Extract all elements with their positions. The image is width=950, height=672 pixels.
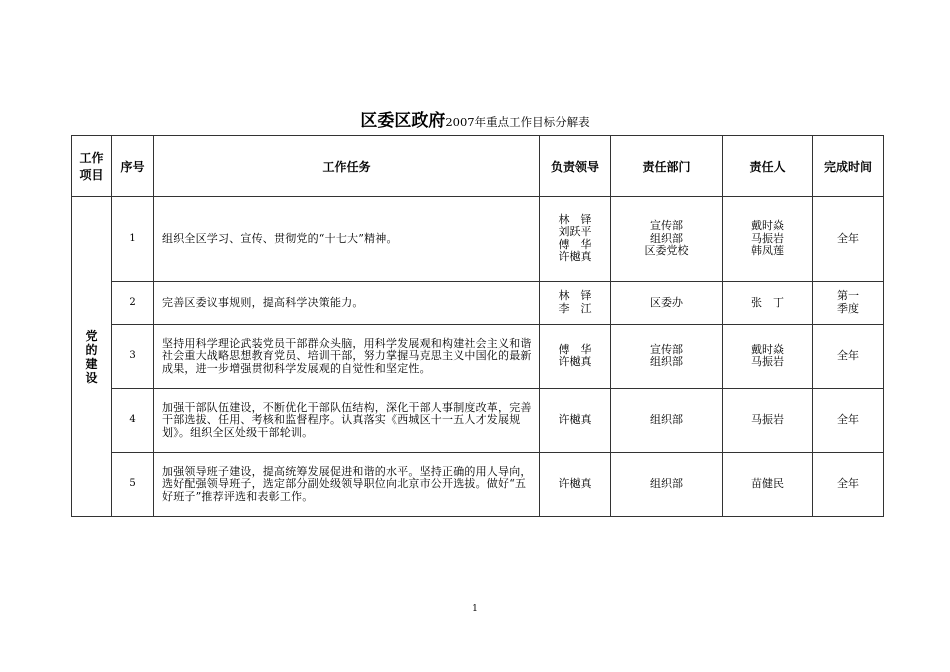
category-char: 建 [85, 356, 98, 371]
title-main: 区委区政府 [360, 111, 446, 131]
category-cell [72, 197, 112, 517]
time-text: 全年 [837, 477, 859, 491]
header-dept: 责任部门 [611, 136, 723, 197]
person-name: 马振岩 [751, 231, 784, 245]
person-name: 张 丁 [751, 295, 784, 309]
person-cell [723, 324, 813, 388]
category-char: 党 [85, 328, 98, 343]
leader-name: 许樾真 [558, 477, 592, 491]
header-category-line-1: 工作 [79, 151, 104, 165]
header-task: 工作任务 [154, 136, 540, 197]
seq-cell: 2 [112, 281, 154, 324]
task-cell: 坚持用科学理论武装党员干部群众头脑，用科学发展观和构建社会主义和谐社会重大战略思想教育党员、培训干部，努力掌握马克思主义中国化的最新成果，进一步增强贯彻科学发展观的自觉性和坚定性。 [154, 324, 540, 388]
time-cell [813, 324, 884, 388]
leader-name: 许樾真 [558, 413, 592, 427]
person-name: 马振岩 [751, 413, 784, 427]
header-row [72, 136, 884, 197]
leader-name: 刘跃平 [558, 225, 592, 239]
task-cell: 组织全区学习、宣传、贯彻党的“十七大”精神。 [154, 197, 540, 282]
person-name: 韩凤莲 [751, 244, 784, 258]
dept-name: 区委党校 [644, 244, 689, 258]
task-cell: 加强干部队伍建设，不断优化干部队伍结构，深化干部人事制度改革，完善干部选拔、任用、考核和监督程序。认真落实《西城区十一五人才发展规划》。组织全区处级干部轮训。 [154, 388, 540, 452]
person-name: 戴时焱 [751, 342, 784, 356]
dept-name: 组织部 [650, 413, 683, 427]
person-cell [723, 281, 813, 324]
table-row [72, 197, 884, 282]
category-char: 的 [85, 342, 98, 357]
person-name: 马振岩 [751, 355, 784, 369]
leader-cell [540, 281, 611, 324]
dept-cell [611, 452, 723, 516]
leader-name: 许樾真 [558, 250, 592, 264]
time-text: 全年 [837, 231, 859, 245]
dept-name: 组织部 [650, 231, 683, 245]
dept-cell [611, 324, 723, 388]
table-row [72, 388, 884, 452]
seq-cell: 1 [112, 197, 154, 282]
person-name: 苗健民 [751, 477, 784, 491]
dept-name: 宣传部 [650, 219, 683, 233]
header-seq: 序号 [112, 136, 154, 197]
time-cell [813, 281, 884, 324]
person-cell [723, 388, 813, 452]
leader-cell [540, 388, 611, 452]
header-category-line-2: 项目 [79, 168, 104, 182]
title-sub: 2007年重点工作目标分解表 [445, 115, 590, 129]
leader-name: 傅 华 [558, 342, 592, 356]
seq-cell: 4 [112, 388, 154, 452]
category-char: 设 [85, 370, 98, 385]
leader-cell [540, 197, 611, 282]
page-number: 1 [472, 604, 478, 614]
seq-cell: 5 [112, 452, 154, 516]
dept-cell [611, 281, 723, 324]
person-cell [723, 197, 813, 282]
leader-cell [540, 452, 611, 516]
document-title [0, 106, 950, 131]
person-cell [723, 452, 813, 516]
time-text: 全年 [837, 413, 859, 427]
table-row [72, 452, 884, 516]
person-name: 戴时焱 [751, 219, 784, 233]
time-text: 季度 [837, 301, 859, 315]
time-cell [813, 388, 884, 452]
goals-table [71, 135, 884, 517]
time-cell [813, 197, 884, 282]
leader-cell [540, 324, 611, 388]
dept-cell [611, 388, 723, 452]
header-person: 责任人 [723, 136, 813, 197]
leader-name: 许樾真 [558, 355, 592, 369]
header-time: 完成时间 [813, 136, 884, 197]
dept-name: 组织部 [650, 355, 683, 369]
time-text: 第一 [837, 289, 859, 303]
leader-name: 傅 华 [558, 237, 592, 251]
leader-name: 林 铎 [558, 212, 592, 226]
time-text: 全年 [837, 349, 859, 363]
header-leader: 负责领导 [540, 136, 611, 197]
seq-cell: 3 [112, 324, 154, 388]
leader-name: 林 铎 [558, 289, 592, 303]
table-row [72, 324, 884, 388]
header-category [72, 136, 112, 197]
dept-name: 宣传部 [650, 342, 683, 356]
time-cell [813, 452, 884, 516]
dept-cell [611, 197, 723, 282]
table-row [72, 281, 884, 324]
leader-name: 李 江 [558, 301, 592, 315]
task-cell: 加强领导班子建设，提高统筹发展促进和谐的水平。坚持正确的用人导向，选好配强领导班子，选定部分副处级领导职位向北京市公开选拔。做好“五好班子”推荐评选和表彰工作。 [154, 452, 540, 516]
dept-name: 区委办 [650, 295, 683, 309]
dept-name: 组织部 [650, 477, 683, 491]
task-cell: 完善区委议事规则，提高科学决策能力。 [154, 281, 540, 324]
